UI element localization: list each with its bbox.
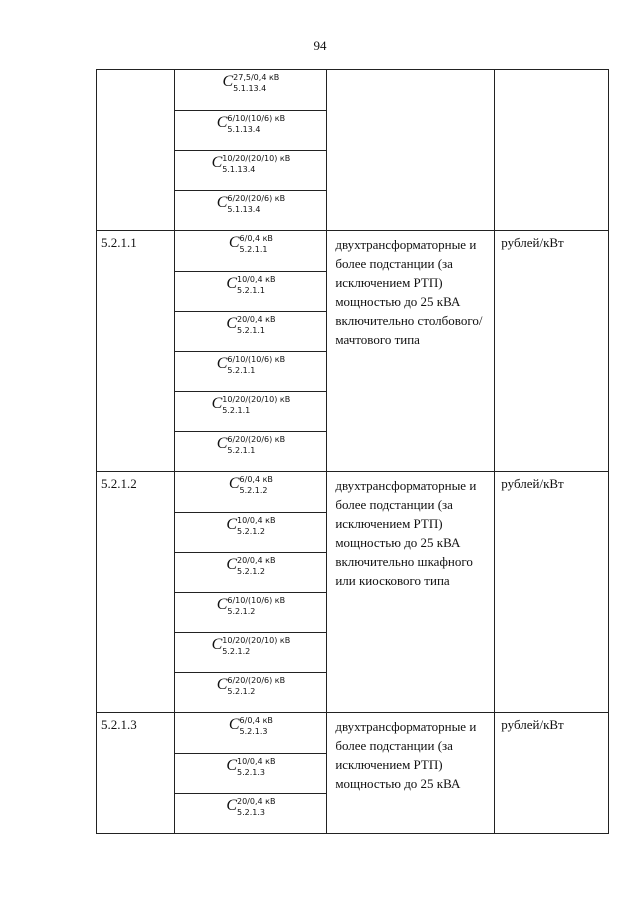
- tariff-table-body: [97, 70, 609, 834]
- formula-indices: [237, 556, 275, 577]
- formula-indices: [227, 435, 285, 456]
- formula-letter: C: [211, 395, 223, 412]
- formula-letter: C: [228, 475, 240, 492]
- cost-symbol: [175, 351, 326, 391]
- formula-subscript: 5.1.13.4: [222, 165, 256, 174]
- formula-superscript: 6/20/(20/6) кВ: [227, 676, 286, 685]
- formula-indices: [240, 234, 273, 255]
- formula-letter: C: [216, 194, 228, 211]
- formula-letter: C: [211, 154, 223, 171]
- cost-symbol: [175, 512, 326, 552]
- formula-indices: [222, 154, 290, 175]
- cost-symbol: [175, 753, 326, 793]
- formula-superscript: 20/0,4 кВ: [236, 556, 276, 565]
- formula-subscript: 5.2.1.2: [236, 527, 265, 536]
- formula: [175, 315, 326, 336]
- formula-letter: C: [222, 73, 234, 90]
- formula-letter: C: [226, 797, 237, 814]
- item-code: 5.2.1.1: [101, 235, 137, 250]
- formula-indices: [222, 395, 290, 416]
- page-number: 94: [313, 38, 327, 53]
- table-row: [97, 70, 609, 231]
- formula-superscript: 6/10/(10/6) кВ: [227, 355, 286, 364]
- formula-indices: [240, 475, 273, 496]
- formula-letter: C: [216, 435, 228, 452]
- formula-subscript: 5.2.1.2: [236, 567, 265, 576]
- formula-subscript: 5.2.1.2: [239, 486, 268, 495]
- item-unit: [495, 70, 608, 74]
- description-cell: [327, 231, 495, 472]
- formula: [175, 234, 326, 255]
- formula: [175, 73, 326, 94]
- formula-letter: C: [226, 516, 237, 533]
- formula-letter: C: [226, 275, 237, 292]
- item-description: [327, 70, 494, 74]
- cost-symbol: [175, 391, 326, 431]
- cost-symbol: [175, 672, 326, 712]
- formula-subscript: 5.2.1.1: [222, 406, 251, 415]
- formula-letter: C: [228, 234, 240, 251]
- formula-subscript: 5.1.13.4: [227, 205, 261, 214]
- cost-symbol: [175, 713, 326, 753]
- table-row: [97, 713, 609, 834]
- formula-superscript: 10/0,4 кВ: [236, 275, 276, 284]
- formula-subscript: 5.2.1.2: [227, 607, 256, 616]
- formula-subscript: 5.2.1.1: [236, 286, 265, 295]
- cost-symbol: [175, 311, 326, 351]
- table-row: [97, 231, 609, 472]
- formula: [175, 676, 326, 697]
- formula-indices: [227, 676, 285, 697]
- formula-superscript: 27,5/0,4 кВ: [233, 73, 280, 82]
- formula: [175, 114, 326, 135]
- formula: [175, 596, 326, 617]
- symbol-cell: [175, 231, 327, 472]
- formula-subscript: 5.2.1.1: [236, 326, 265, 335]
- formula-subscript: 5.2.1.3: [236, 768, 265, 777]
- formula-letter: C: [216, 114, 228, 131]
- formula-superscript: 6/10/(10/6) кВ: [227, 596, 286, 605]
- code-cell: [97, 472, 175, 713]
- formula-indices: [240, 716, 273, 737]
- formula-superscript: 10/20/(20/10) кВ: [222, 636, 291, 645]
- cost-symbol: [175, 793, 326, 833]
- formula-subscript: 5.2.1.1: [227, 366, 256, 375]
- item-unit: рублей/кВт: [501, 476, 564, 491]
- formula: [175, 797, 326, 818]
- formula-letter: C: [226, 556, 237, 573]
- formula-indices: [227, 355, 285, 376]
- formula: [175, 556, 326, 577]
- unit-cell: [495, 231, 609, 472]
- formula-superscript: 6/10/(10/6) кВ: [227, 114, 286, 123]
- formula-superscript: 10/0,4 кВ: [236, 757, 276, 766]
- formula-letter: C: [228, 716, 240, 733]
- formula: [175, 636, 326, 657]
- description-cell: [327, 70, 495, 231]
- formula-superscript: 6/0,4 кВ: [239, 475, 273, 484]
- formula: [175, 435, 326, 456]
- unit-cell: [495, 70, 609, 231]
- description-cell: [327, 713, 495, 834]
- item-description: двухтрансформаторные и более подстанции (за исключением РТП) мощностью до 25 кВА: [335, 719, 477, 791]
- cost-symbol: [175, 190, 326, 230]
- formula-indices: [227, 194, 285, 215]
- formula-indices: [237, 275, 275, 296]
- formula-subscript: 5.1.13.4: [233, 84, 267, 93]
- formula-superscript: 20/0,4 кВ: [236, 315, 276, 324]
- tariff-table: [96, 69, 609, 834]
- formula-indices: [222, 636, 290, 657]
- formula-superscript: 10/20/(20/10) кВ: [222, 154, 291, 163]
- cost-symbol: [175, 632, 326, 672]
- item-unit: рублей/кВт: [501, 717, 564, 732]
- formula-letter: C: [226, 757, 237, 774]
- formula-subscript: 5.2.1.3: [236, 808, 265, 817]
- unit-cell: [495, 472, 609, 713]
- formula: [175, 716, 326, 737]
- formula: [175, 194, 326, 215]
- formula-subscript: 5.2.1.1: [239, 245, 268, 254]
- cost-symbol: [175, 552, 326, 592]
- cost-symbol: [175, 472, 326, 512]
- item-description: двухтрансформаторные и более подстанции (за исключением РТП) мощностью до 25 кВА включительно шкафного или киоскового типа: [335, 478, 477, 588]
- formula-indices: [237, 516, 275, 537]
- code-cell: [97, 231, 175, 472]
- formula-superscript: 6/20/(20/6) кВ: [227, 194, 286, 203]
- unit-cell: [495, 713, 609, 834]
- formula-indices: [227, 596, 285, 617]
- item-code: 5.2.1.2: [101, 476, 137, 491]
- code-cell: [97, 713, 175, 834]
- item-description: двухтрансформаторные и более подстанции (за исключением РТП) мощностью до 25 кВА включительно столбового/мачтового типа: [335, 237, 483, 347]
- formula: [175, 355, 326, 376]
- formula-subscript: 5.2.1.1: [227, 446, 256, 455]
- cost-symbol: [175, 592, 326, 632]
- item-code: 5.2.1.3: [101, 717, 137, 732]
- formula-superscript: 6/20/(20/6) кВ: [227, 435, 286, 444]
- formula-subscript: 5.2.1.2: [222, 647, 251, 656]
- cost-symbol: [175, 150, 326, 190]
- cost-symbol: [175, 231, 326, 271]
- formula: [175, 395, 326, 416]
- formula-letter: C: [226, 315, 237, 332]
- formula-indices: [237, 757, 275, 778]
- formula-indices: [237, 797, 275, 818]
- formula-superscript: 10/20/(20/10) кВ: [222, 395, 291, 404]
- formula-superscript: 6/0,4 кВ: [239, 716, 273, 725]
- formula: [175, 475, 326, 496]
- formula-indices: [227, 114, 285, 135]
- cost-symbol: [175, 271, 326, 311]
- cost-symbol: [175, 431, 326, 471]
- cost-symbol: [175, 70, 326, 110]
- formula-superscript: 20/0,4 кВ: [236, 797, 276, 806]
- formula-letter: C: [216, 596, 228, 613]
- description-cell: [327, 472, 495, 713]
- formula: [175, 154, 326, 175]
- symbol-cell: [175, 713, 327, 834]
- table-row: [97, 472, 609, 713]
- item-unit: рублей/кВт: [501, 235, 564, 250]
- formula-letter: C: [216, 676, 228, 693]
- code-cell: [97, 70, 175, 231]
- formula-subscript: 5.2.1.2: [227, 687, 256, 696]
- formula-indices: [233, 73, 279, 94]
- formula-indices: [237, 315, 275, 336]
- formula: [175, 275, 326, 296]
- formula-subscript: 5.1.13.4: [227, 125, 261, 134]
- formula-subscript: 5.2.1.3: [239, 727, 268, 736]
- symbol-cell: [175, 70, 327, 231]
- formula-letter: C: [211, 636, 223, 653]
- formula: [175, 757, 326, 778]
- item-code: [97, 70, 174, 74]
- symbol-cell: [175, 472, 327, 713]
- cost-symbol: [175, 110, 326, 150]
- formula-letter: C: [216, 355, 228, 372]
- formula-superscript: 10/0,4 кВ: [236, 516, 276, 525]
- formula-superscript: 6/0,4 кВ: [239, 234, 273, 243]
- formula: [175, 516, 326, 537]
